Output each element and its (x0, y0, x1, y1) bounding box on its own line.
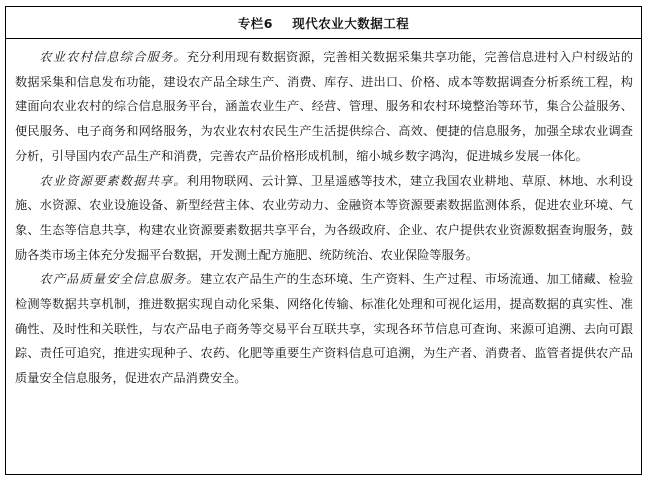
paragraph-info-services (15, 45, 633, 169)
paragraph-resource-sharing (15, 169, 633, 268)
column-box (5, 6, 642, 475)
paragraph-text: 利用物联网、云计算、卫星遥感等技术，建立我国农业耕地、草原、林地、水利设施、水资源、农业设施设备、新型经营主体、农业劳动力、金融资本等资源要素数据监测体系，促进农业环境、气象、生态等信息共享，构建农业资源要素数据共享平台，为各级政府、企业、农户提供农业资源数据查询服务，鼓励各类市场主体充分发掘平台数据，开发测土配方施肥、统防统治、农业保险等服务。 (15, 173, 634, 262)
paragraph-text: 充分利用现有数据资源，完善相关数据采集共享功能，完善信息进村入户村级站的数据采集和信息发布功能，建设农产品全球生产、消费、库存、进出口、价格、成本等数据调查分析系统工程，构建面向农业农村的综合信息服务平台，涵盖农业生产、经营、管理、服务和农村环境整治等环节，集合公益服务、便民服务、电子商务和网络服务，为农业农村农民生产生活提供综合、高效、便捷的信息服务，加强全球农业调查分析，引导国内农产品生产和消费，完善农产品价格形成机制，缩小城乡数字鸿沟，促进城乡发展一体化。 (15, 50, 634, 163)
paragraph-heading: 农业资源要素数据共享。 (39, 173, 187, 188)
column-body (6, 39, 641, 391)
column-title: 专栏6 现代农业大数据工程 (6, 7, 641, 39)
paragraph-text: 建立农产品生产的生态环境、生产资料、生产过程、市场流通、加工储藏、检验检测等数据共享机制，推进数据实现自动化采集、网络化传输、标准化处理和可视化运用，提高数据的真实性、准确性、及时性和关联性，与农产品电子商务等交易平台互联共享，实现各环节信息可查询、来源可追溯、去向可跟踪、责任可追究，推进实现种子、农药、化肥等重要生产资料信息可追溯，为生产者、消费者、监管者提供农产品质量安全信息服务，促进农产品消费安全。 (15, 272, 634, 386)
paragraph-quality-safety (15, 267, 633, 391)
paragraph-heading: 农产品质量安全信息服务。 (39, 272, 200, 287)
paragraph-heading: 农业农村信息综合服务。 (39, 50, 187, 64)
